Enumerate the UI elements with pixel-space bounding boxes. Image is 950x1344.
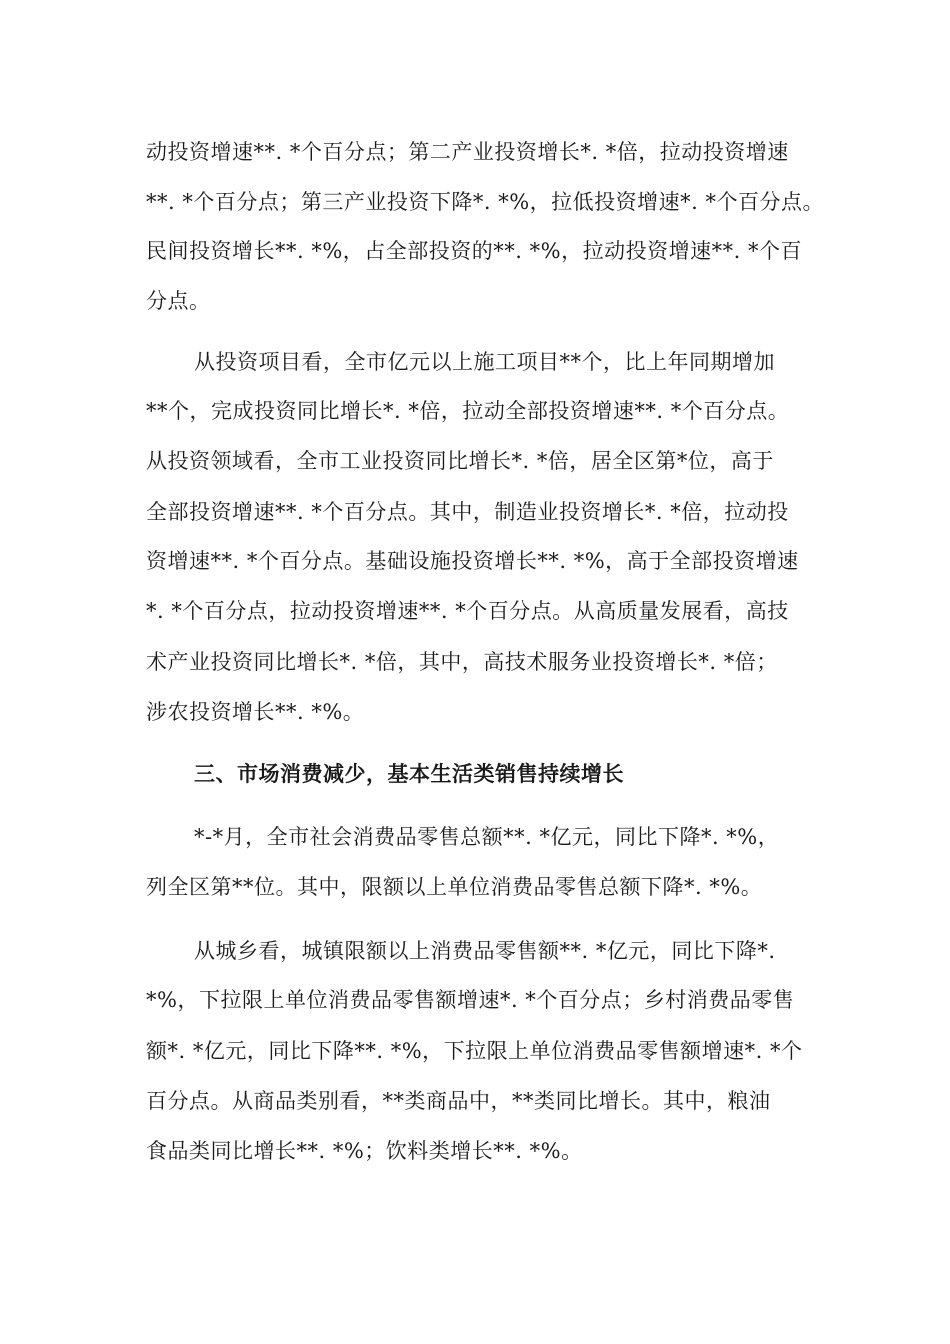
paragraph-line: *-*月，全市社会消费品零售总额**. *亿元，同比下降*. *%， [194, 825, 780, 849]
paragraph-line: 从投资项目看，全市亿元以上施工项目**个，比上年同期增加 [194, 350, 775, 374]
paragraph-line: 额*. *亿元，同比下降**. *%，下拉限上单位消费品零售额增速*. *个 [146, 1039, 803, 1063]
paragraph-line: 从城乡看，城镇限额以上消费品零售额**. *亿元，同比下降*. [194, 939, 776, 963]
paragraph-line: 食品类同比增长**. *%；饮料类增长**. *%。 [146, 1139, 583, 1163]
paragraph-line: 列全区第**位。其中，限额以上单位消费品零售总额下降*. *%。 [146, 875, 763, 899]
paragraph-line: *%，下拉限上单位消费品零售额增速*. *个百分点；乡村消费品零售 [146, 988, 795, 1012]
paragraph-line: 涉农投资增长**. *%。 [146, 700, 365, 724]
paragraph-line: 资增速**. *个百分点。基础设施投资增长**. *%，高于全部投资增速 [146, 549, 799, 573]
paragraph-line: *. *个百分点，拉动投资增速**. *个百分点。从高质量发展看，高技 [146, 599, 789, 623]
section-heading: 三、市场消费减少，基本生活类销售持续增长 [194, 761, 624, 786]
paragraph-line: 术产业投资同比增长*. *倍，其中，高技术服务业投资增长*. *倍； [146, 650, 778, 674]
paragraph-line: 动投资增速**. *个百分点；第二产业投资增长*. *倍，拉动投资增速 [146, 140, 789, 164]
paragraph-line: **个，完成投资同比增长*. *倍，拉动全部投资增速**. *个百分点。 [146, 399, 790, 423]
paragraph-line: 分点。 [146, 289, 211, 313]
paragraph-line: 从投资领域看，全市工业投资同比增长*. *倍，居全区第*位，高于 [146, 449, 774, 473]
paragraph-line: 全部投资增速**. *个百分点。其中，制造业投资增长*. *倍，拉动投 [146, 500, 789, 524]
paragraph-line: 百分点。从商品类别看，**类商品中，**类同比增长。其中，粮油 [146, 1089, 771, 1113]
paragraph-line: **. *个百分点；第三产业投资下降*. *%，拉低投资增速*. *个百分点。 [146, 190, 825, 214]
paragraph-line: 民间投资增长**. *%，占全部投资的**. *%，拉动投资增速**. *个百 [146, 239, 802, 263]
